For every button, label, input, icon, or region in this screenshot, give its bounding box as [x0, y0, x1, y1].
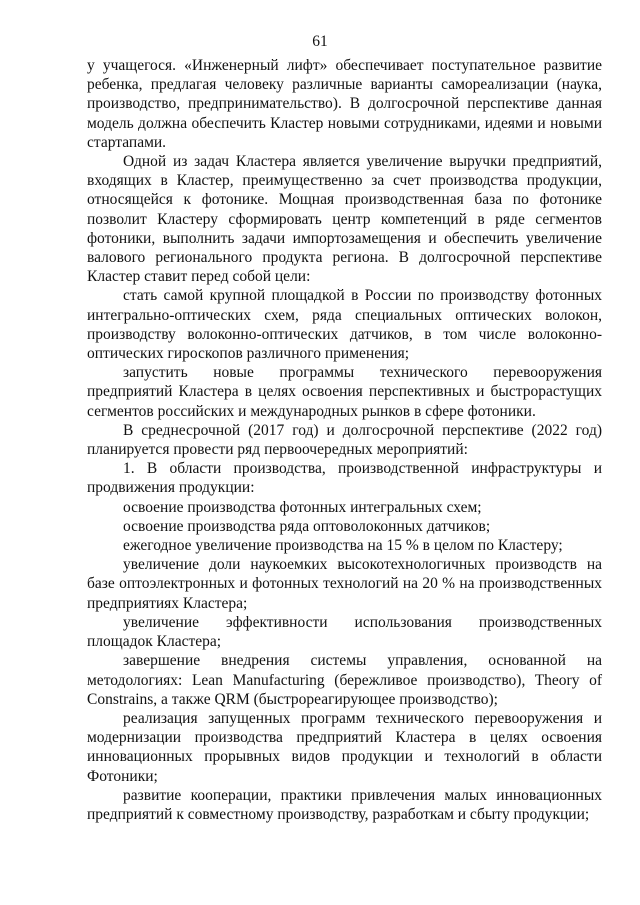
list-item-annual-growth: ежегодное увеличение производства на 15 % в целом по Кластеру;	[123, 537, 563, 555]
list-item-modernization: реализация запущенных программ технического перевооружения и модернизации производства предприятий Кластера в целях освоения инновационных прорывных видов продукции и технологий в области Фотоники;	[87, 709, 602, 785]
page-number: 61	[312, 33, 328, 50]
paragraph-planned-measures: В среднесрочной (2017 год) и долгосрочной перспективе (2022 год) планируется провести ряд первоочередных мероприятий:	[87, 421, 602, 459]
list-item-cooperation: развитие кооперации, практики привлечения малых инновационных предприятий к совместному производству, разработкам и сбыту продукции;	[87, 786, 602, 823]
list-item-photonic-ic: освоение производства фотонных интегральных схем;	[123, 498, 482, 516]
list-item-management-system: завершение внедрения системы управления, основанной на методологиях: Lean Manufacturing (бережливое производство), Theory of Constrains, а также QRM (быстрореагирующее производство);	[87, 652, 602, 708]
goal-item-rearmament-programs: запустить новые программы технического перевооружения предприятий Кластера в целях освоения перспективных и быстрорастущих сегментов российских и международных рынков в сфере фотоники.	[87, 364, 602, 420]
section-heading-production: 1. В области производства, производственной инфраструктуры и продвижения продукции:	[87, 460, 602, 497]
list-item-high-tech-share: увеличение доли наукоемких высокотехнологичных производств на базе оптоэлектронных и фотонных технологий на 20 % на производственных предприятиях Кластера;	[87, 556, 602, 612]
paragraph-engineering-lift-continued: у учащегося. «Инженерный лифт» обеспечивает поступательное развитие ребенка, предлагая человеку различные варианты самореализации (наука, производство, предпринимательство). В долгосрочной перспективе данная модель должна обеспечить Кластер новыми сотрудниками, идеями и новыми стартапами.	[87, 57, 602, 151]
list-item-site-efficiency: увеличение эффективности использования производственных площадок Кластера;	[87, 613, 602, 651]
goal-item-largest-platform: стать самой крупной площадкой в России по производству фотонных интегрально-оптических схем, ряда специальных оптических волокон, производству волоконно-оптических датчиков, в том числе волоконно-оптических гироскопов различного применения;	[87, 287, 602, 363]
document-body	[87, 56, 602, 824]
paragraph-cluster-tasks: Одной из задач Кластера является увеличение выручки предприятий, входящих в Кластер, преимущественно за счет производства продукции, относящейся к фотонике. Мощная производственная база по фотонике позволит Кластеру сформировать центр компетенций в ряде сегментов фотоники, выполнить задачи импортозамещения и обеспечить увеличение валового регионального продукта региона. В долгосрочной перспективе Кластер ставит перед собой цели:	[87, 153, 602, 286]
list-item-fiber-sensors: освоение производства ряда оптоволоконных датчиков;	[123, 517, 491, 535]
